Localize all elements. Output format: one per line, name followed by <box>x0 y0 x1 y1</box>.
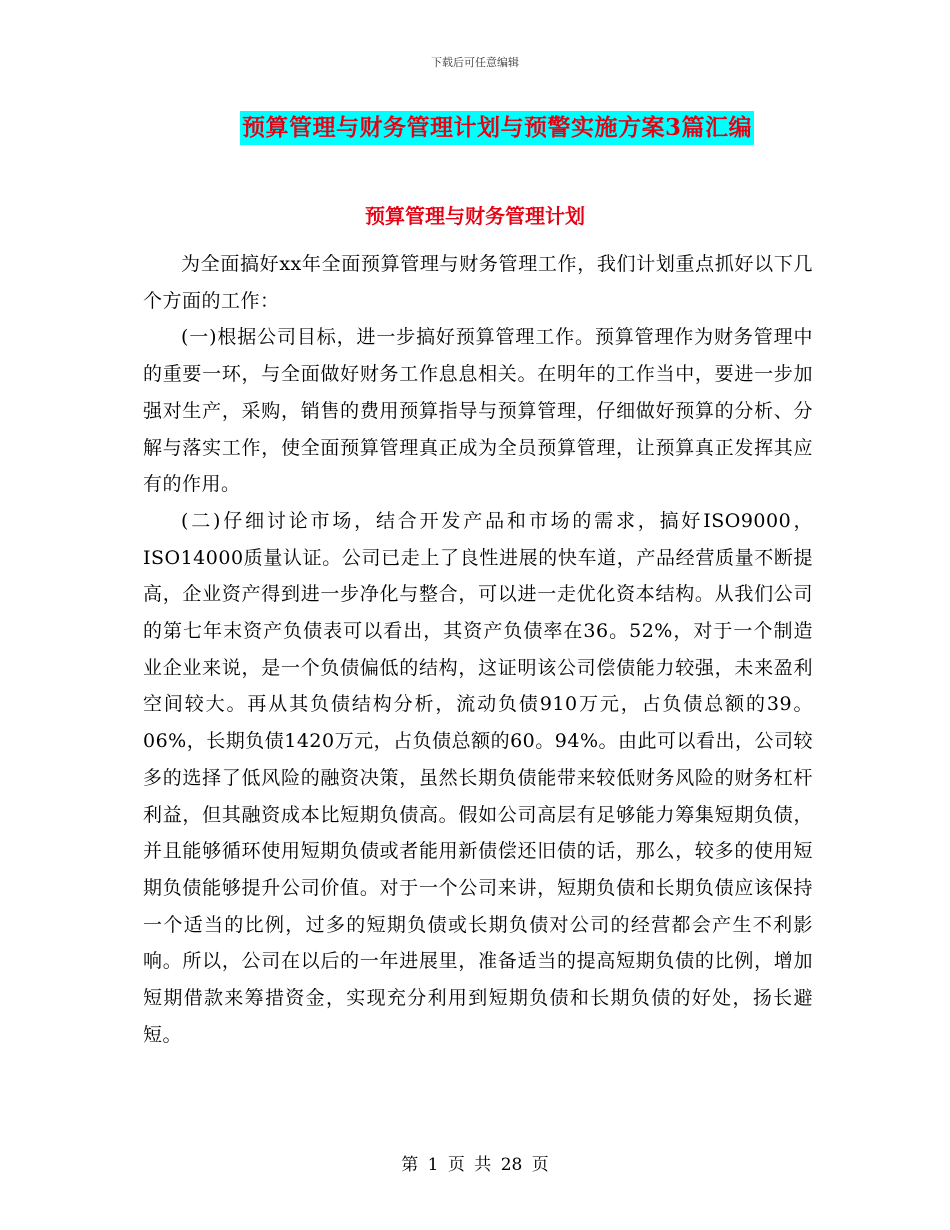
section-title: 预算管理与财务管理计划 <box>365 204 585 228</box>
document-title: 预算管理与财务管理计划与预警实施方案3篇汇编 <box>240 111 754 145</box>
body-text <box>143 246 813 1053</box>
page-footer: 第 1 页 共 28 页 <box>401 1155 549 1175</box>
header-note: 下载后可任意编辑 <box>431 56 519 69</box>
paragraph-budget: (一)根据公司目标，进一步搞好预算管理工作。预算管理作为财务管理中的重要一环，与全面做好财务工作息息相关。在明年的工作当中，要进一步加强对生产，采购，销售的费用预算指导与预算管理，仔细做好预算的分析、分解与落实工作，使全面预算管理真正成为全员预算管理，让预算真正发挥其应有的作用。 <box>143 326 813 496</box>
paragraph-market: (二)仔细讨论市场，结合开发产品和市场的需求，搞好ISO9000，ISO14000质量认证。公司已走上了良性进展的快车道，产品经营质量不断提高，企业资产得到进一步净化与整合，可以进一走优化资本结构。从我们公司的第七年末资产负债表可以看出，其资产负债率在36。52%，对于一个制造业企业来说，是一个负债偏低的结构，这证明该公司偿债能力较强，未来盈利空间较大。再从其负债结构分析，流动负债910万元，占负债总额的39。06%，长期负债1420万元，占负债总额的60。94%。由此可以看出，公司较多的选择了低风险的融资决策，虽然长期负债能带来较低财务风险的财务杠杆利益，但其融资成本比短期负债高。假如公司高层有足够能力筹集短期负债，并且能够循环使用短期负债或者能用新债偿还旧债的话，那么，较多的使用短期负债能够提升公司价值。对于一个公司来讲，短期负债和长期负债应该保持一个适当的比例，过多的短期负债或长期负债对公司的经营都会产生不利影响。所以，公司在以后的一年进展里，准备适当的提高短期负债的比例，增加短期借款来筹措资金，实现充分利用到短期负债和长期负债的好处，扬长避短。 <box>143 509 813 1046</box>
paragraph-intro: 为全面搞好xx年全面预算管理与财务管理工作，我们计划重点抓好以下几个方面的工作： <box>143 253 813 312</box>
document-title-wrap <box>0 111 950 145</box>
